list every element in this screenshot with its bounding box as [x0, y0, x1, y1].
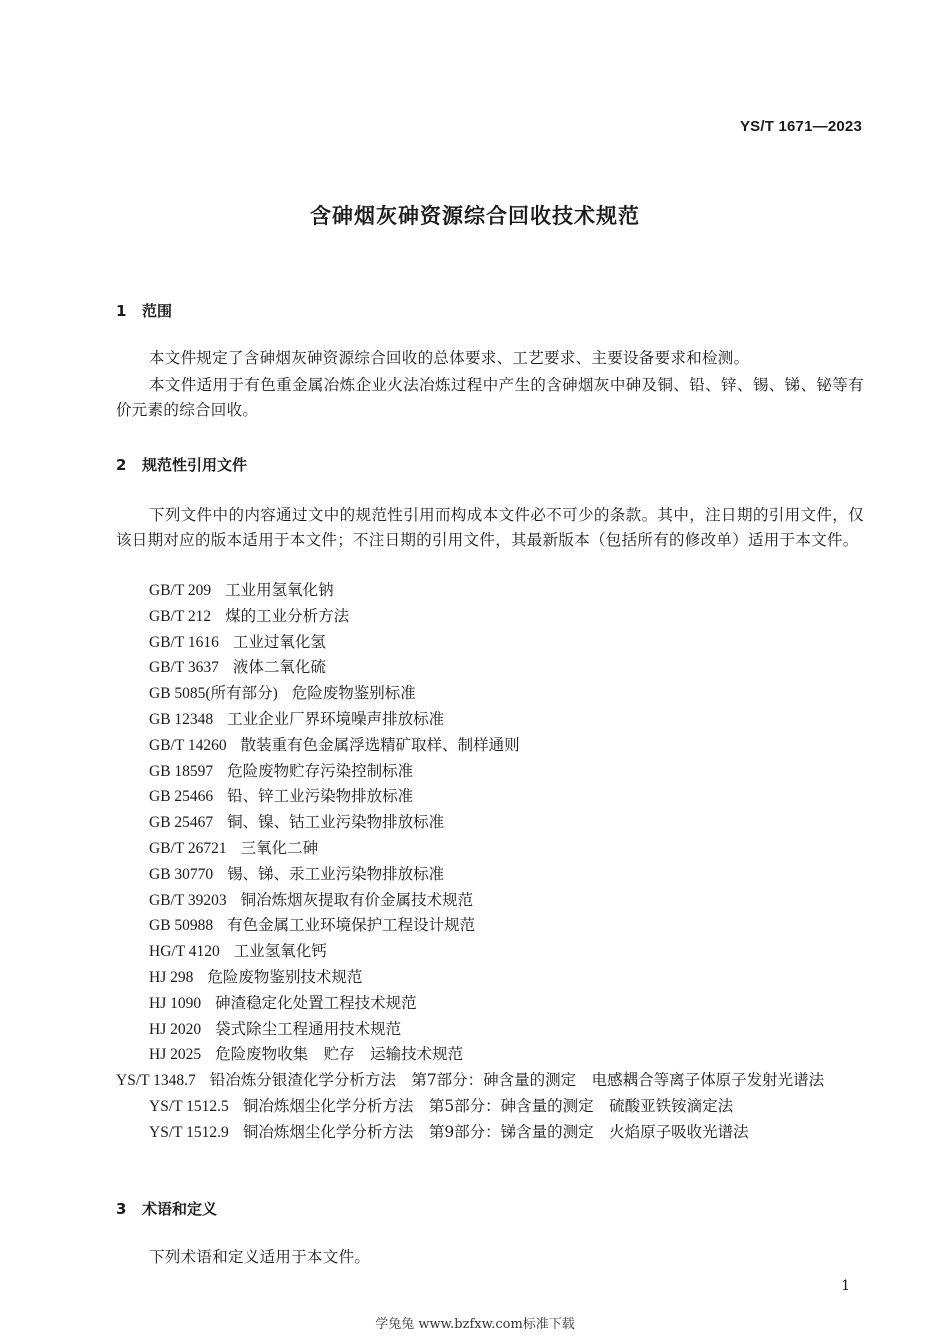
section-3-heading	[116, 1198, 217, 1219]
standard-code: YS/T 1671—2023	[739, 118, 862, 135]
reference-item	[149, 888, 867, 914]
reference-title: 袋式除尘工程通用技术规范	[215, 1019, 402, 1038]
reference-code: GB/T 39203	[149, 891, 227, 909]
reference-code: GB 18597	[149, 762, 214, 780]
reference-code: GB/T 3637	[149, 659, 219, 677]
reference-code: GB 50988	[149, 917, 214, 935]
reference-title: 有色金属工业环境保护工程设计规范	[227, 916, 476, 935]
section-2-paragraph-1: 下列文件中的内容通过文中的规范性引用而构成本文件必不可少的条款。其中，注日期的引用文件，仅该日期对应的版本适用于本文件；不注日期的引用文件，其最新版本（包括所有的修改单）适用于本文件。	[116, 506, 864, 549]
reference-title: 三氧化二砷	[240, 838, 319, 857]
reference-list	[116, 578, 867, 1146]
section-number: 2	[116, 456, 127, 474]
section-3-paragraph-1: 下列术语和定义适用于本文件。	[149, 1248, 371, 1266]
reference-title: 危险废物贮存污染控制标准	[227, 761, 414, 780]
reference-title: 工业用氢氧化钠	[225, 581, 334, 599]
section-1-heading	[116, 300, 172, 321]
reference-code: GB/T 26721	[149, 839, 227, 857]
reference-title: 铜冶炼烟尘化学分析方法 第5部分：砷含量的测定 硫酸亚铁铵滴定法	[242, 1096, 734, 1115]
reference-title: 砷渣稳定化处置工程技术规范	[215, 993, 417, 1012]
reference-title: 散装重有色金属浮选精矿取样、制样通则	[240, 735, 520, 754]
reference-code: YS/T 1348.7	[116, 1072, 196, 1090]
reference-code: HJ 1090	[149, 994, 202, 1012]
reference-item	[149, 913, 867, 939]
reference-title: 工业企业厂界环境噪声排放标准	[227, 709, 445, 728]
reference-code: GB/T 209	[149, 582, 212, 599]
reference-code: YS/T 1512.5	[149, 1097, 229, 1115]
reference-item	[149, 1042, 867, 1068]
reference-item	[149, 1120, 867, 1146]
reference-item	[149, 578, 867, 604]
reference-code: HJ 298	[149, 968, 194, 986]
reference-item	[149, 707, 867, 733]
reference-item	[149, 630, 867, 656]
reference-title: 危险废物收集 贮存 运输技术规范	[215, 1045, 464, 1064]
reference-code: GB/T 14260	[149, 736, 227, 754]
reference-item	[149, 1094, 867, 1120]
section-title: 术语和定义	[142, 1200, 218, 1218]
section-2-heading	[116, 454, 247, 475]
reference-item	[149, 862, 867, 888]
section-1-paragraph-2: 本文件适用于有色重金属冶炼企业火法冶炼过程中产生的含砷烟灰中砷及铜、铅、锌、锡、锑、铋等有价元素的综合回收。	[116, 376, 864, 419]
reference-item	[149, 759, 867, 785]
reference-title: 铜冶炼烟灰提取有价金属技术规范	[240, 890, 474, 909]
reference-item	[149, 604, 867, 630]
reference-code: GB 5085(所有部分)	[149, 685, 278, 703]
document-title: 含砷烟灰砷资源综合回收技术规范	[310, 204, 640, 228]
reference-title: 危险废物鉴别技术规范	[207, 967, 363, 986]
reference-code: GB/T 1616	[149, 633, 219, 651]
reference-code: GB 25466	[149, 788, 214, 806]
section-title: 规范性引用文件	[142, 456, 248, 474]
reference-item	[149, 991, 867, 1017]
reference-title: 工业氢氧化钙	[233, 942, 327, 961]
reference-title: 铜、镍、钴工业污染物排放标准	[227, 813, 445, 832]
section-title: 范围	[142, 302, 173, 320]
reference-item	[149, 681, 867, 707]
reference-title: 煤的工业分析方法	[225, 606, 350, 625]
reference-item	[149, 836, 867, 862]
reference-item	[149, 1017, 867, 1043]
reference-code: HJ 2025	[149, 1046, 202, 1064]
reference-code: GB 25467	[149, 814, 214, 832]
reference-code: HG/T 4120	[149, 943, 220, 961]
reference-code: GB 30770	[149, 865, 214, 883]
reference-code: GB 12348	[149, 710, 214, 728]
reference-item	[149, 655, 867, 681]
page-number: 1	[841, 1278, 850, 1294]
reference-item	[149, 810, 867, 836]
reference-title: 锡、锑、汞工业污染物排放标准	[227, 864, 445, 883]
section-number: 3	[116, 1200, 127, 1218]
reference-item	[149, 784, 867, 810]
reference-code: GB/T 212	[149, 607, 212, 625]
reference-title: 铜冶炼烟尘化学分析方法 第9部分：锑含量的测定 火焰原子吸收光谱法	[242, 1122, 749, 1141]
footer-watermark: 学兔兔 www.bzfxw.com标准下载	[375, 1317, 575, 1332]
reference-title: 危险废物鉴别标准	[291, 684, 416, 703]
reference-title: 铅、锌工业污染物排放标准	[227, 787, 414, 806]
reference-code: HJ 2020	[149, 1020, 202, 1038]
reference-item	[149, 733, 867, 759]
section-number: 1	[116, 302, 127, 320]
reference-title: 液体二氧化硫	[232, 658, 326, 677]
reference-code: YS/T 1512.9	[149, 1123, 229, 1141]
reference-title: 铅冶炼分银渣化学分析方法 第7部分：砷含量的测定 电感耦合等离子体原子发射光谱法	[209, 1071, 825, 1090]
reference-item	[149, 965, 867, 991]
reference-item	[116, 1068, 867, 1094]
section-1-paragraph-1: 本文件规定了含砷烟灰砷资源综合回收的总体要求、工艺要求、主要设备要求和检测。	[149, 349, 750, 367]
reference-item	[149, 939, 867, 965]
reference-title: 工业过氧化氢	[232, 632, 326, 651]
